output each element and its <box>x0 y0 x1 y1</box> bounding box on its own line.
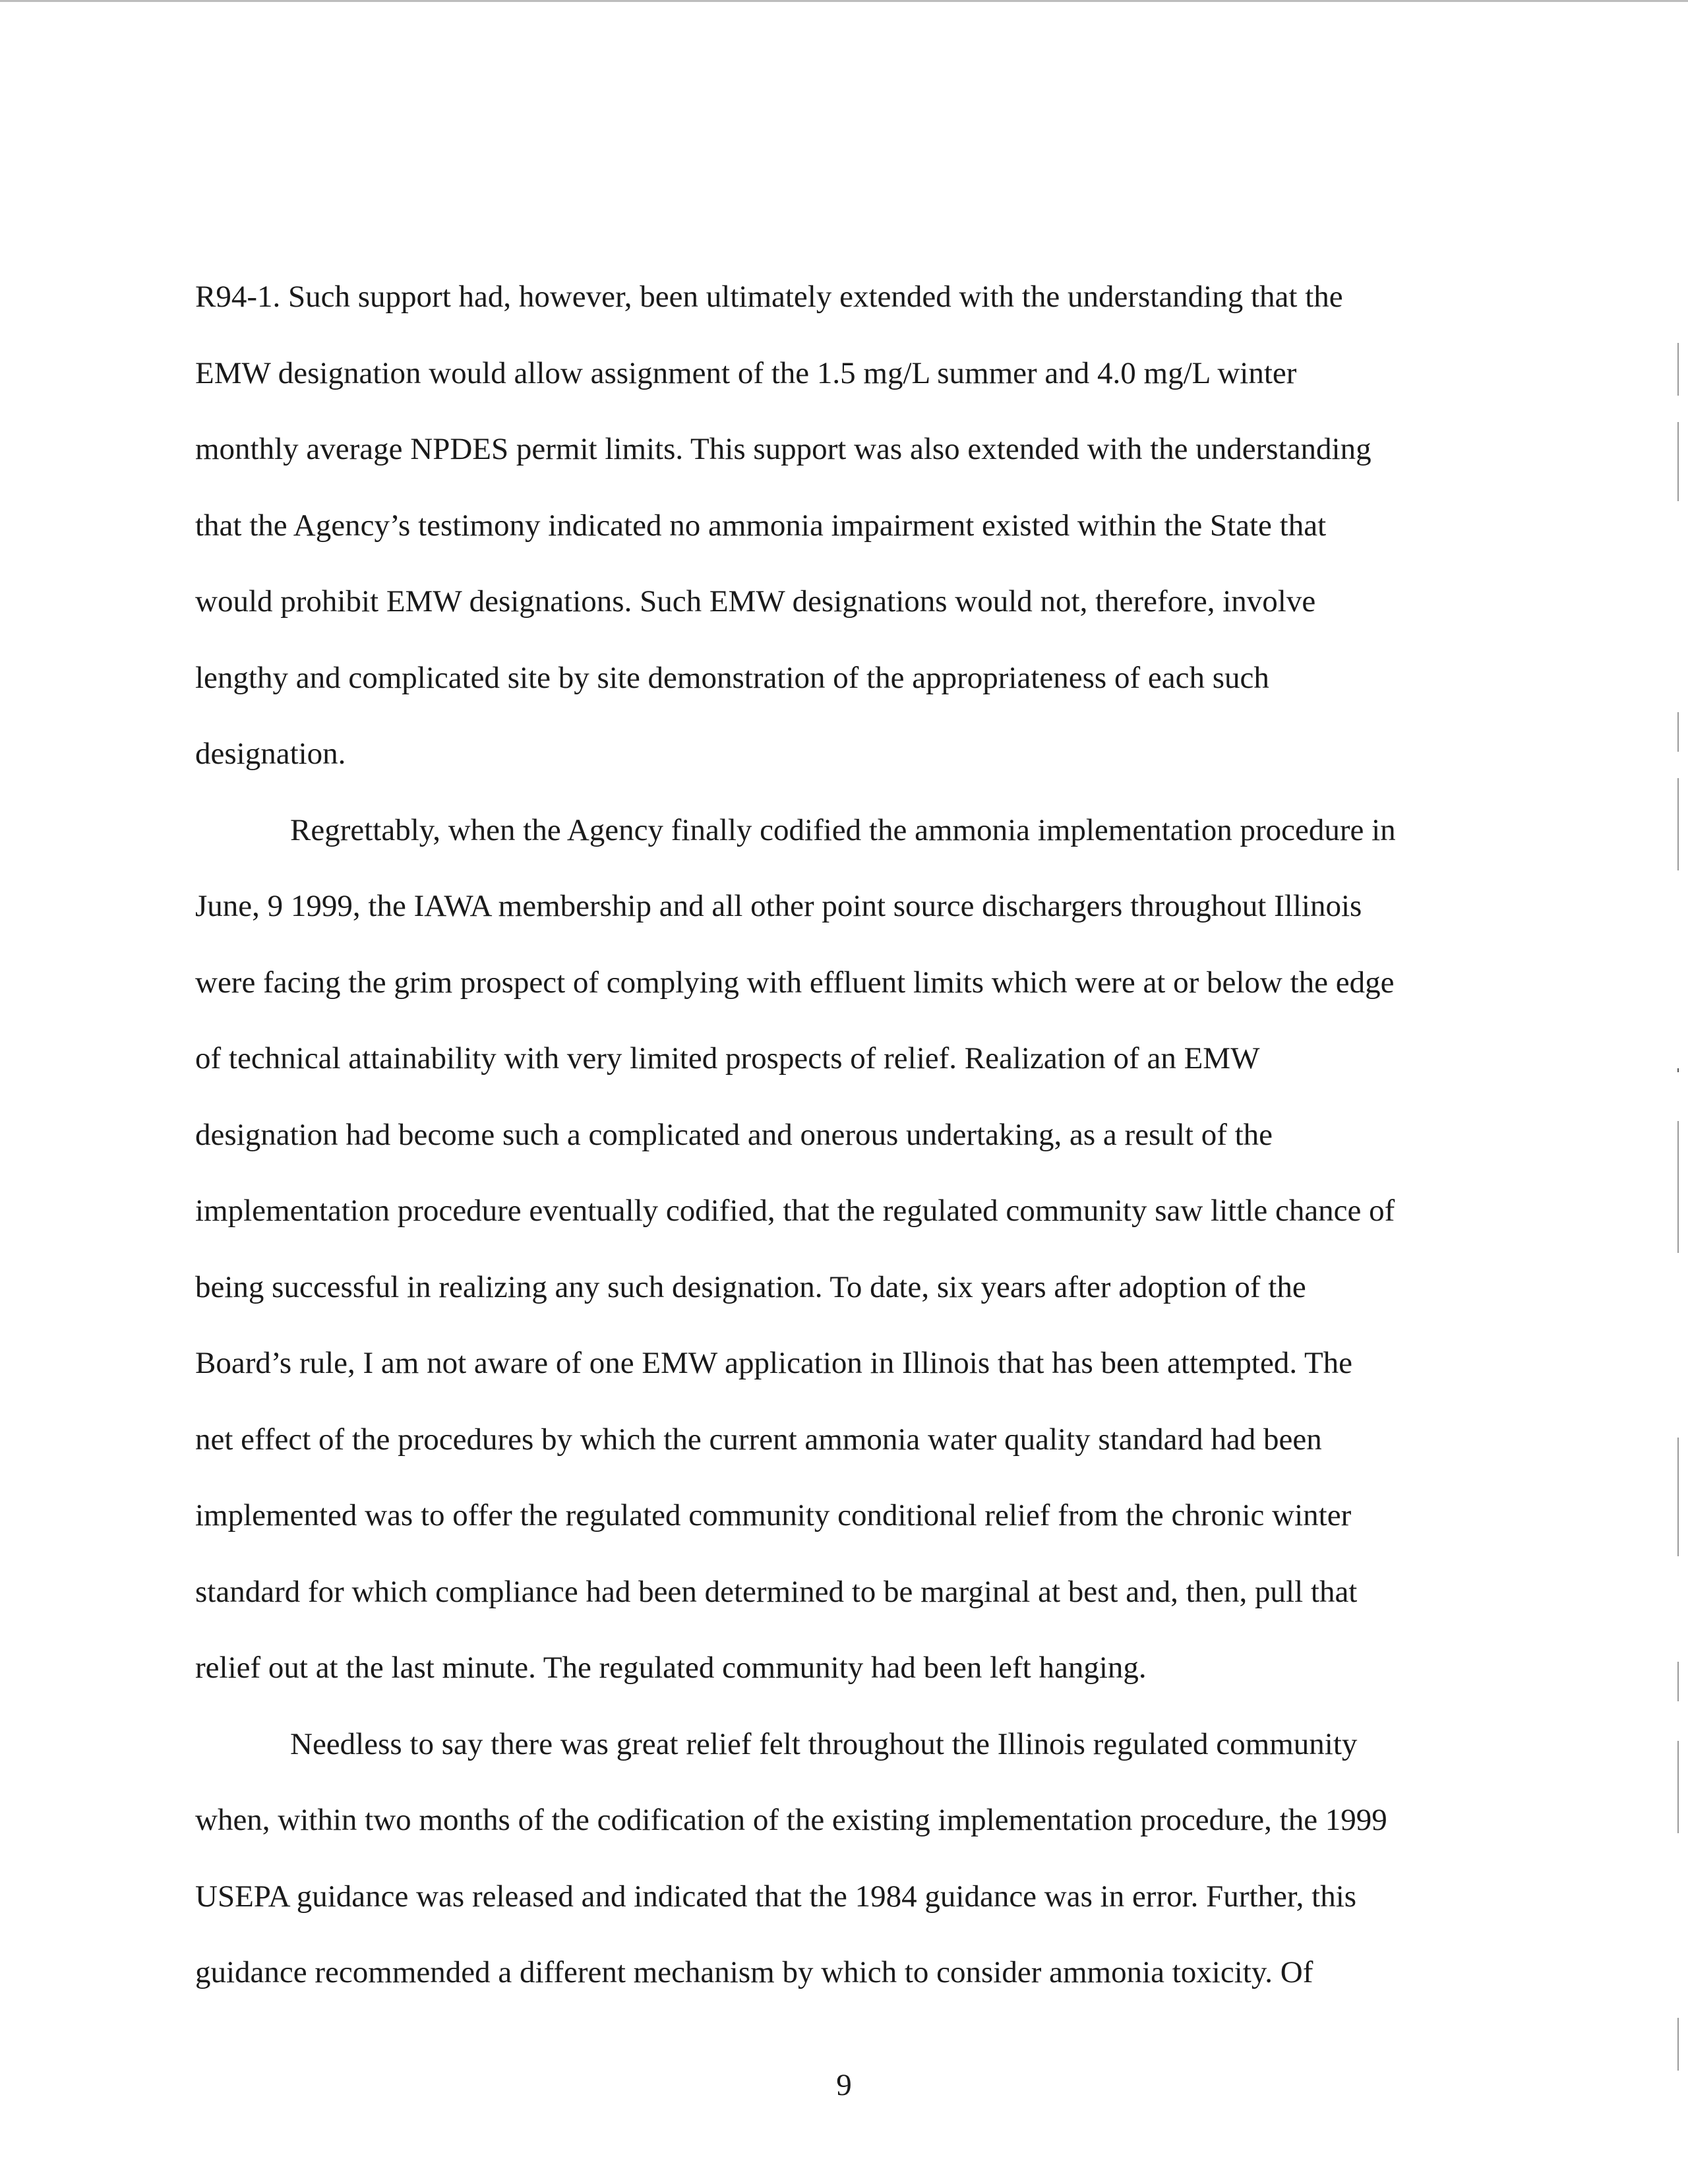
text-line: of technical attainability with very limited prospects of relief. Realization of an EMW <box>195 1041 1260 1076</box>
paragraph-first-line: Needless to say there was great relief felt throughout the Illinois regulated community <box>290 1726 1358 1761</box>
text-line: net effect of the procedures by which the current ammonia water quality standard had been <box>195 1422 1322 1457</box>
scan-mark <box>1677 778 1679 870</box>
text-line: designation had become such a complicated and onerous undertaking, as a result of the <box>195 1117 1273 1152</box>
text-line: EMW designation would allow assignment of the 1.5 mg/L summer and 4.0 mg/L winter <box>195 355 1297 390</box>
text-line: guidance recommended a different mechanism by which to consider ammonia toxicity. Of <box>195 1955 1313 1989</box>
scan-mark <box>1677 422 1679 501</box>
text-line: USEPA guidance was released and indicated that the 1984 guidance was in error. Further, this <box>195 1879 1357 1914</box>
scan-mark <box>1677 2018 1679 2071</box>
page-number: 9 <box>836 2068 852 2102</box>
scan-mark <box>1677 712 1679 752</box>
text-line: implementation procedure eventually codified, that the regulated community saw little chance of <box>195 1194 1395 1228</box>
text-line: Board’s rule, I am not aware of one EMW application in Illinois that has been attempted. The <box>195 1346 1353 1380</box>
text-line: designation. <box>195 737 346 771</box>
text-line: would prohibit EMW designations. Such EMW designations would not, therefore, involve <box>195 584 1316 619</box>
text-line: June, 9 1999, the IAWA membership and all other point source dischargers throughout Illinois <box>195 889 1362 923</box>
text-line: implemented was to offer the regulated community conditional relief from the chronic winter <box>195 1498 1352 1532</box>
scan-mark <box>1677 1121 1679 1253</box>
scan-top-edge <box>0 0 1688 2</box>
text-line: R94-1. Such support had, however, been ultimately extended with the understanding that the <box>195 280 1343 314</box>
scan-mark <box>1677 343 1679 396</box>
text-line: that the Agency’s testimony indicated no ammonia impairment existed within the State that <box>195 508 1327 543</box>
text-line: relief out at the last minute. The regulated community had been left hanging. <box>195 1651 1147 1685</box>
scan-mark <box>1677 1741 1679 1833</box>
text-line: monthly average NPDES permit limits. This support was also extended with the understanding <box>195 432 1372 466</box>
scan-mark <box>1677 1662 1679 1701</box>
scan-edge-marks <box>1673 0 1683 2184</box>
text-line: standard for which compliance had been determined to be marginal at best and, then, pull that <box>195 1574 1358 1609</box>
text-line: lengthy and complicated site by site demonstration of the appropriateness of each such <box>195 660 1269 695</box>
scan-mark <box>1677 1438 1679 1556</box>
body-text <box>195 259 1488 2011</box>
paragraph-first-line: Regrettably, when the Agency finally codified the ammonia implementation procedure in <box>290 812 1396 847</box>
text-line: being successful in realizing any such designation. To date, six years after adoption of the <box>195 1269 1306 1304</box>
scan-mark <box>1677 1068 1679 1072</box>
text-line: were facing the grim prospect of complying with effluent limits which were at or below the edge <box>195 965 1395 1000</box>
text-line: when, within two months of the codification of the existing implementation procedure, the 1999 <box>195 1803 1387 1837</box>
